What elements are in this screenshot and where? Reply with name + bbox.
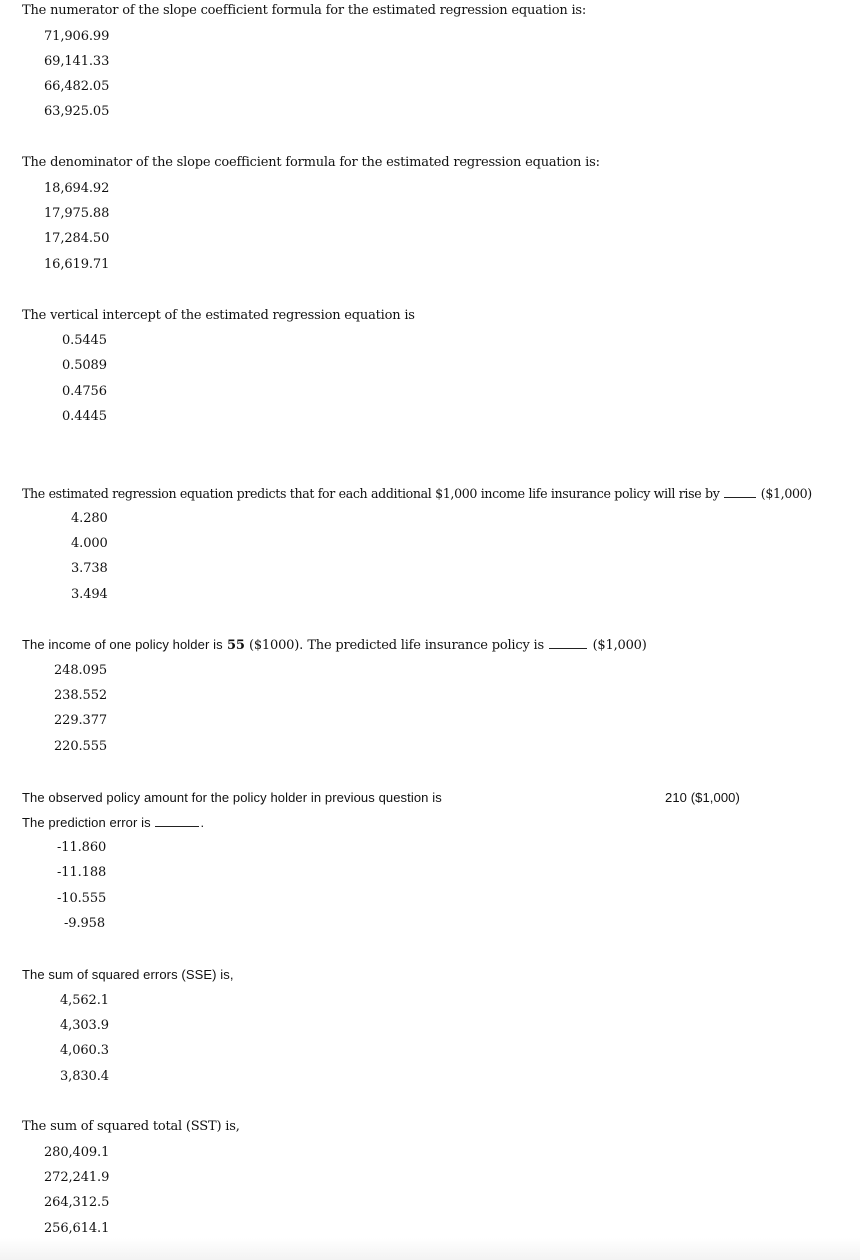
question-2-text: The denominator of the slope coefficient formula for the estimated regression equation is: [22, 155, 600, 170]
q6-option-4: -9.958 [64, 916, 106, 931]
q3-option-4: 0.4445 [62, 409, 107, 424]
question-6-line2 [22, 815, 204, 831]
question-5-line [22, 637, 647, 654]
q4-option-3: 3.738 [71, 561, 108, 576]
q7-option-2: 4,303.9 [60, 1018, 109, 1033]
q8-option-4: 256,614.1 [44, 1221, 110, 1236]
question-5-text-part1: The income of one policy holder is [22, 637, 223, 652]
question-4-line [22, 486, 812, 502]
q6-option-3: -10.555 [57, 891, 107, 906]
q4-option-4: 3.494 [71, 587, 108, 602]
q1-option-3: 66,482.05 [44, 79, 110, 94]
q1-option-1: 71,906.99 [44, 29, 110, 44]
q3-option-2: 0.5089 [62, 358, 107, 373]
answer-blank [549, 637, 587, 649]
q2-option-4: 16,619.71 [44, 257, 110, 272]
q7-option-3: 4,060.3 [60, 1043, 109, 1058]
q2-option-3: 17,284.50 [44, 231, 110, 246]
question-1-text: The numerator of the slope coefficient formula for the estimated regression equation is: [22, 3, 587, 18]
q4-option-1: 4.280 [71, 511, 108, 526]
question-5-text-part2: ($1000). [248, 638, 304, 653]
page-bottom-edge [0, 1238, 860, 1260]
question-6-observed-value: 210 ($1,000) [665, 790, 740, 805]
answer-blank [155, 815, 199, 827]
question-6-text-line2: The prediction error is [22, 815, 151, 830]
question-4-text: The estimated regression equation predicts that for each additional $1,000 income life insurance policy will rise by [22, 486, 720, 501]
q1-option-2: 69,141.33 [44, 54, 110, 69]
q2-option-2: 17,975.88 [44, 206, 110, 221]
question-5-income-value: 55 [226, 638, 245, 653]
q6-option-2: -11.188 [57, 865, 107, 880]
q1-option-4: 63,925.05 [44, 104, 110, 119]
q4-option-2: 4.000 [71, 536, 108, 551]
q7-option-1: 4,562.1 [60, 993, 109, 1008]
question-5-suffix: ($1,000) [592, 638, 647, 653]
q6-option-1: -11.860 [57, 840, 107, 855]
question-7-text: The sum of squared errors (SSE) is, [22, 967, 234, 982]
q5-option-1: 248.095 [54, 663, 108, 678]
q5-option-4: 220.555 [54, 739, 108, 754]
question-4-suffix: ($1,000) [760, 486, 812, 501]
q5-option-3: 229.377 [54, 713, 108, 728]
q8-option-2: 272,241.9 [44, 1170, 110, 1185]
q2-option-1: 18,694.92 [44, 181, 110, 196]
question-6-line2-end: . [200, 815, 205, 830]
question-8-text: The sum of squared total (SST) is, [22, 1119, 240, 1134]
q8-option-1: 280,409.1 [44, 1145, 110, 1160]
question-3-text: The vertical intercept of the estimated regression equation is [22, 308, 415, 323]
q3-option-3: 0.4756 [62, 384, 107, 399]
question-6-text: The observed policy amount for the policy holder in previous question is [22, 790, 442, 805]
q7-option-4: 3,830.4 [60, 1069, 109, 1084]
answer-blank [724, 486, 756, 498]
question-5-text-part3: The predicted life insurance policy is [307, 638, 544, 653]
q3-option-1: 0.5445 [62, 333, 107, 348]
q8-option-3: 264,312.5 [44, 1195, 110, 1210]
q5-option-2: 238.552 [54, 688, 108, 703]
